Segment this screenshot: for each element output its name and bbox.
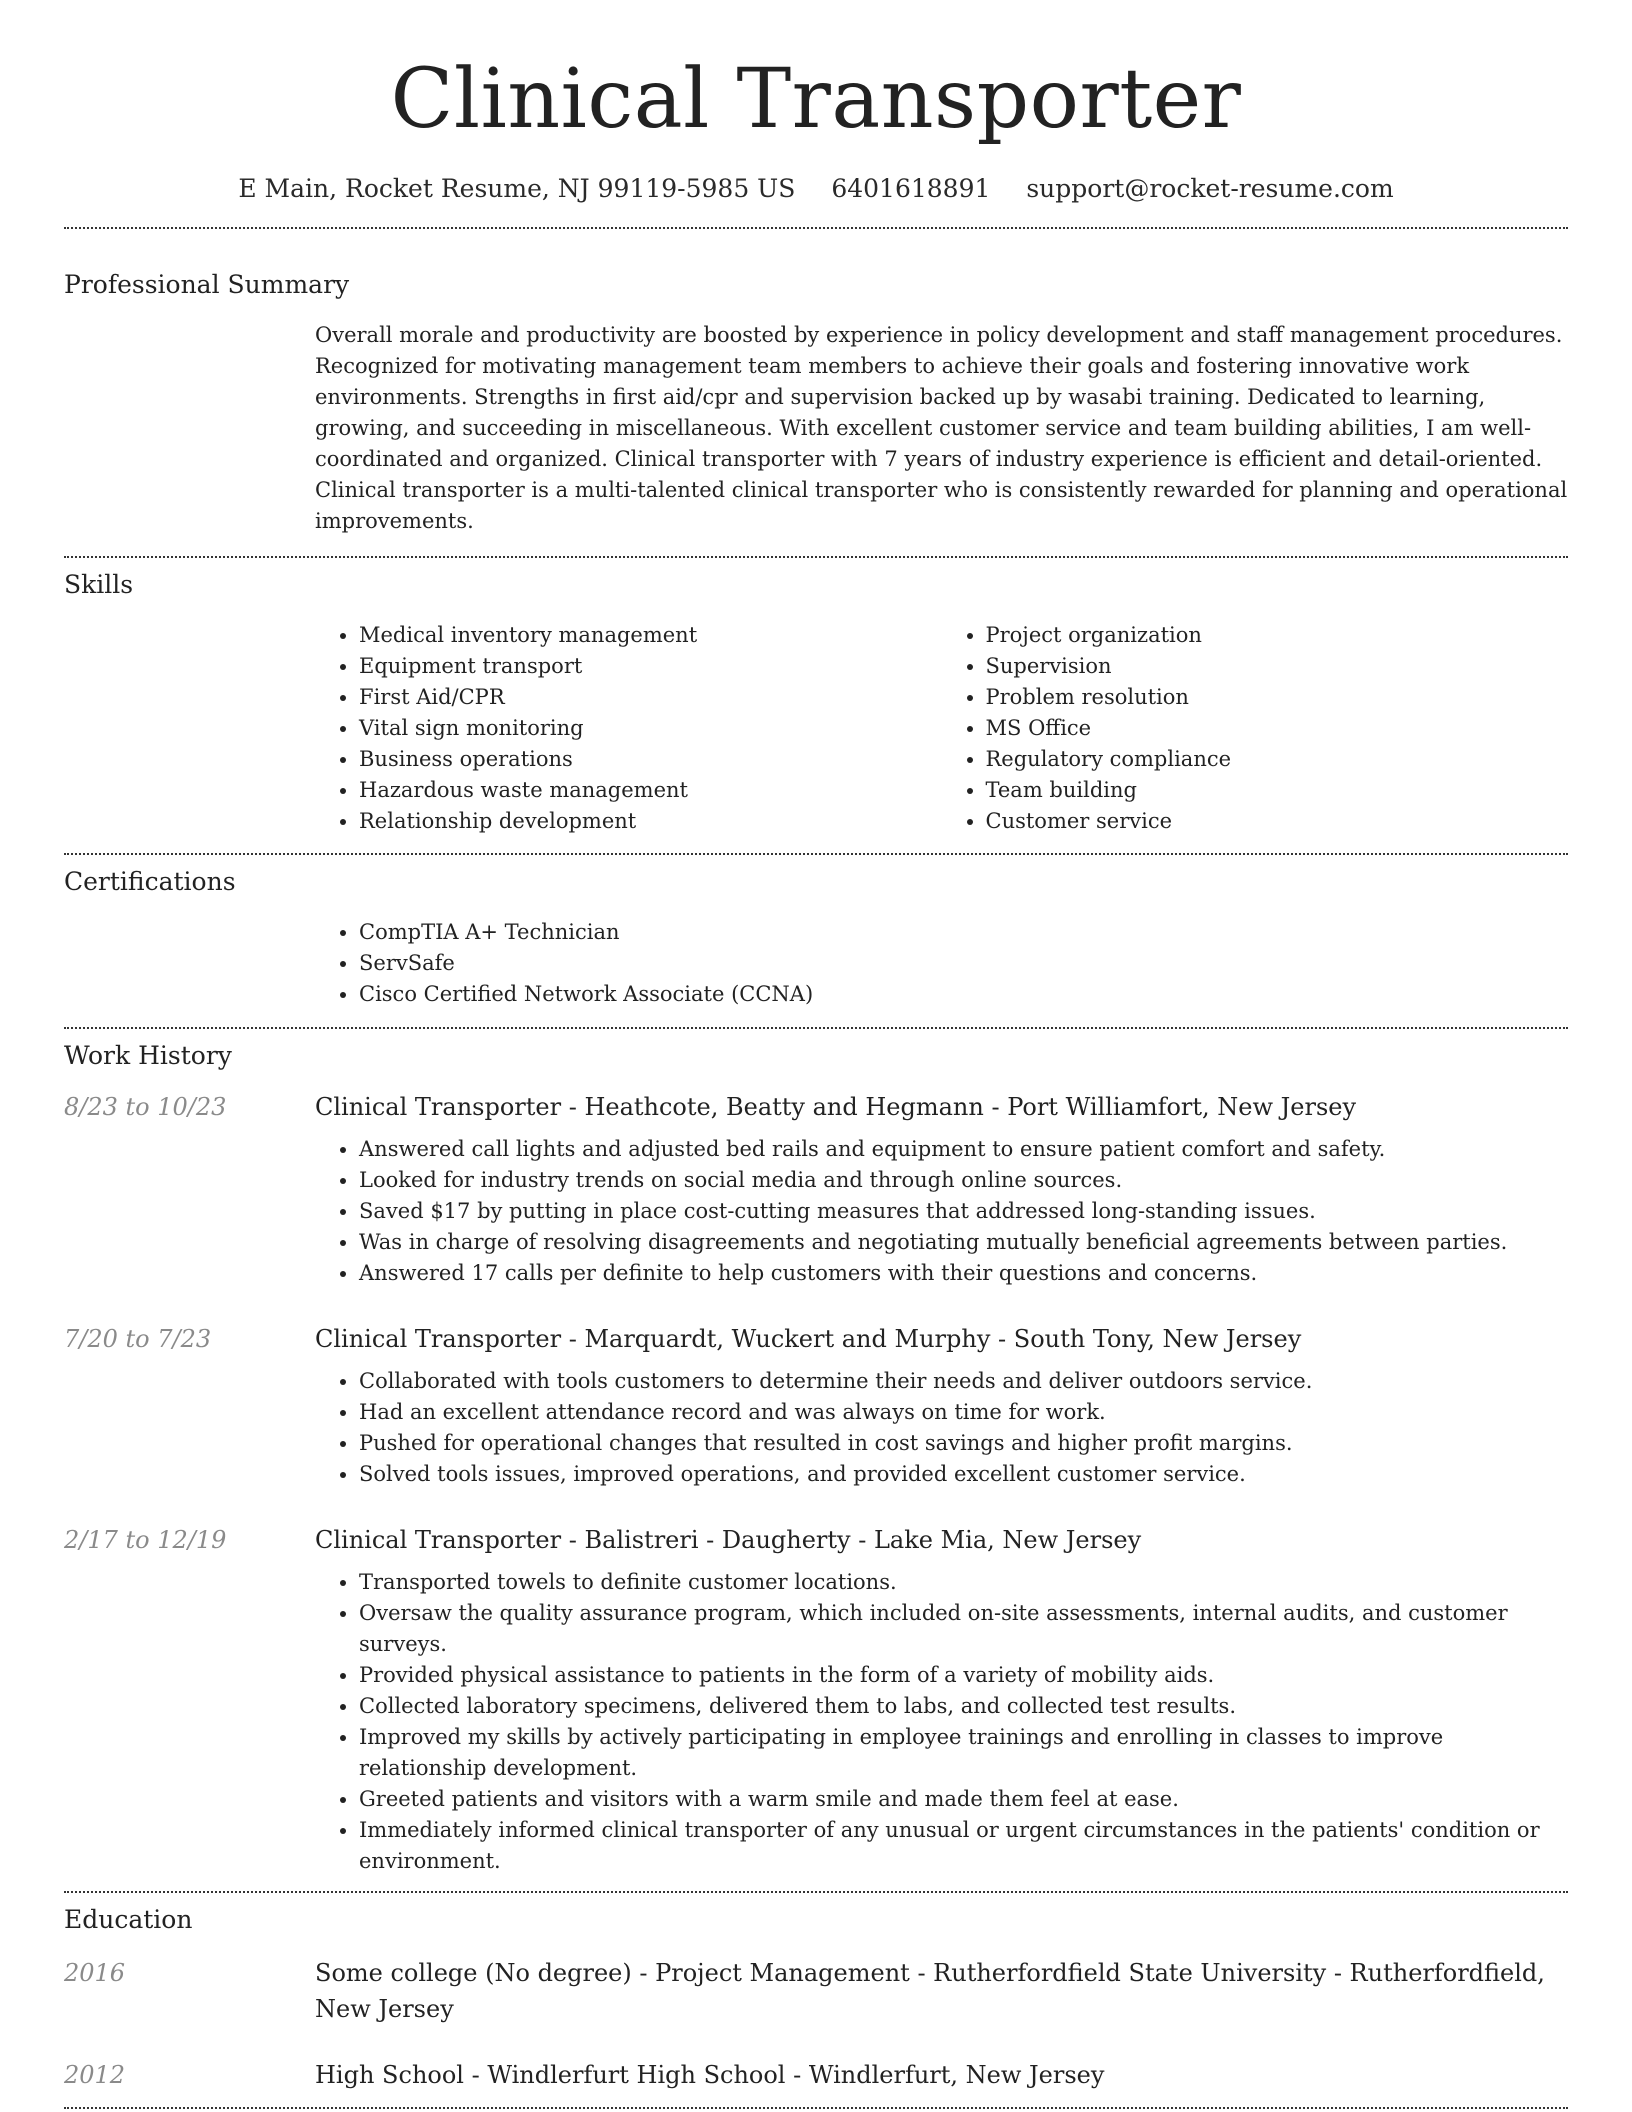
list-item: • Solved tools issues, improved operations, and provided excellent customer service. [359,1459,1568,1490]
contact-phone: 6401618891 [831,174,991,203]
section-divider [64,2107,1568,2109]
list-item: • Hazardous waste management [359,775,942,806]
list-item: • Was in charge of resolving disagreements and negotiating mutually beneficial agreements between parties. [359,1227,1568,1258]
list-item: • Oversaw the quality assurance program, which included on-site assessments, internal audits, and customer surveys. [359,1598,1568,1660]
education-school: - Rutherfordfield State University - Rutherfordfield, New Jersey [315,1959,1545,2023]
section-divider [64,227,1568,229]
certifications-list [315,917,1568,1010]
list-item: • Transported towels to definite customer locations. [359,1567,1568,1598]
education-entry [64,1955,1568,2027]
section-divider [64,853,1568,855]
summary-text: Overall morale and productivity are boosted by experience in policy development and staff management procedures. Recognized for motivating management team members to achieve their goals and fostering innovative work environments. Strengths in first aid/cpr and supervision backed up by wasabi training. Dedicated to learning, growing, and succeeding in miscellaneous. With excellent customer service and team building abilities, I am well-coordinated and organized. Clinical transporter with 7 years of industry experience is efficient and detail-oriented. Clinical transporter is a multi-talented clinical transporter who is consistently rewarded for planning and operational improvements. [315,323,1568,533]
list-item: • Team building [986,775,1569,806]
list-item: • Collected laboratory specimens, delivered them to labs, and collected test results. [359,1691,1568,1722]
resume-page [64,0,1568,2109]
job-dates: 8/23 to 10/23 [64,1093,227,1121]
job-bullets [315,1134,1568,1289]
skills-list [315,620,1568,837]
education-degree: High School [315,2061,464,2089]
education-entry [64,2057,1568,2093]
list-item: • Medical inventory management [359,620,942,651]
list-item: • Improved my skills by actively participating in employee trainings and enrolling in classes to improve relationship development. [359,1722,1568,1784]
list-item: • Supervision [986,651,1569,682]
list-item: • Answered 17 calls per definite to help customers with their questions and concerns. [359,1258,1568,1289]
list-item: • Pushed for operational changes that resulted in cost savings and higher profit margins. [359,1428,1568,1459]
job-entry [64,1522,1568,1558]
job-title: Clinical Transporter - Marquardt, Wuckert and Murphy - South Tony, New Jersey [315,1325,1302,1353]
list-item: • Saved $17 by putting in place cost-cutting measures that addressed long-standing issues. [359,1196,1568,1227]
list-item: • MS Office [986,713,1569,744]
education-year: 2016 [64,1959,126,1987]
education-school: - Windlerfurt High School - Windlerfurt, New Jersey [463,2061,1105,2089]
section-divider [64,556,1568,558]
list-item: • ServSafe [359,948,1568,979]
job-entry [64,1089,1568,1125]
job-entry [64,1321,1568,1357]
section-divider [64,1891,1568,1893]
list-item: • Regulatory compliance [986,744,1569,775]
list-item: • Customer service [986,806,1569,837]
education-degree: Some college (No degree) - Project Management [315,1959,910,1987]
skills-heading: Skills [64,570,134,599]
skills-column-left [315,620,942,837]
job-bullets [315,1567,1568,1877]
job-bullets [315,1366,1568,1490]
contact-address: E Main, Rocket Resume, NJ 99119-5985 US [238,174,796,203]
list-item: • Problem resolution [986,682,1569,713]
list-item: • Project organization [986,620,1569,651]
list-item: • First Aid/CPR [359,682,942,713]
job-dates: 2/17 to 12/19 [64,1526,227,1554]
list-item: • Answered call lights and adjusted bed rails and equipment to ensure patient comfort and safety. [359,1134,1568,1165]
list-item: • Vital sign monitoring [359,713,942,744]
resume-name: Clinical Transporter [390,52,1242,147]
list-item: • Had an excellent attendance record and was always on time for work. [359,1397,1568,1428]
list-item: • Looked for industry trends on social media and through online sources. [359,1165,1568,1196]
list-item: • Business operations [359,744,942,775]
section-divider [64,1027,1568,1029]
education-detail [315,1955,1568,2027]
list-item: • Provided physical assistance to patients in the form of a variety of mobility aids. [359,1660,1568,1691]
list-item: • CompTIA A+ Technician [359,917,1568,948]
list-item: • Equipment transport [359,651,942,682]
certifications-heading: Certifications [64,867,236,896]
education-detail [315,2057,1568,2093]
job-title: Clinical Transporter - Balistreri - Daugherty - Lake Mia, New Jersey [315,1526,1142,1554]
job-dates: 7/20 to 7/23 [64,1325,212,1353]
list-item: • Greeted patients and visitors with a warm smile and made them feel at ease. [359,1784,1568,1815]
skills-column-right [942,620,1569,837]
education-heading: Education [64,1905,193,1934]
list-item: • Cisco Certified Network Associate (CCNA) [359,979,1568,1010]
contact-email: support@rocket-resume.com [1026,174,1394,203]
list-item: • Immediately informed clinical transporter of any unusual or urgent circumstances in the patients' condition or environment. [359,1815,1568,1877]
education-year: 2012 [64,2061,126,2089]
summary-heading: Professional Summary [64,270,350,299]
work-history-heading: Work History [64,1041,232,1070]
list-item: • Relationship development [359,806,942,837]
job-title: Clinical Transporter - Heathcote, Beatty and Hegmann - Port Williamfort, New Jersey [315,1093,1357,1121]
list-item: • Collaborated with tools customers to determine their needs and deliver outdoors service. [359,1366,1568,1397]
contact-line [64,172,1568,206]
